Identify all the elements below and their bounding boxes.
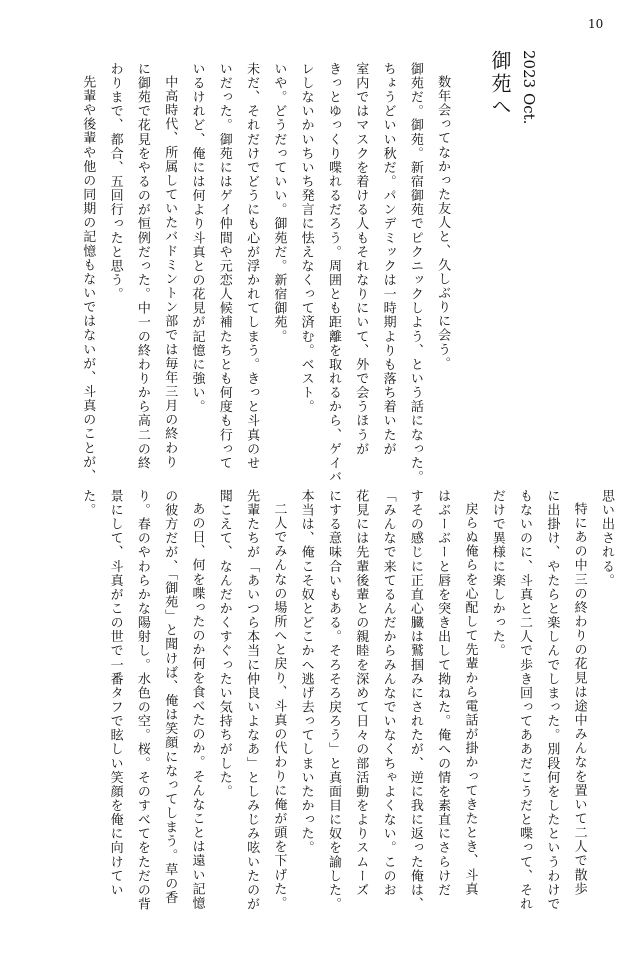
lower-text-block <box>74 489 620 953</box>
text-line: に御苑で花見をやるのが恒例だった。中一の終わりから高二の終 <box>134 62 150 471</box>
text-line: の彼方だが、「御苑」と聞けば、俺は笑顔になってしまう。草の香 <box>162 489 178 905</box>
text-line: り。春のやわらかな陽射し。水色の空。桜。そのすべてをただの背 <box>134 489 150 912</box>
text-line: 中高時代、所属していたバドミントン部では毎年三月の終わり <box>162 75 178 469</box>
text-line: いだった。御苑にはゲイ仲間や元恋人候補たちとも何度も行って <box>216 62 232 471</box>
text-line: た。 <box>80 489 96 518</box>
text-line: 戻らぬ俺らを心配して先輩から電話が掛かってきたとき、斗真 <box>462 502 478 896</box>
text-line: 先輩たちが「あいつら本当に仲良いよなあ」としみじみ呟いたのが <box>244 489 260 912</box>
text-line: 本当は、俺こそ奴とどこかへ逃げ去ってしまいたかった。 <box>298 489 314 855</box>
upper-text-block <box>74 62 456 487</box>
text-line: すその感じに正直心臓は鷲掴みにされたが、逆に我に返った俺は、 <box>407 489 423 912</box>
text-line: 二人でみんなの場所へと戻り、斗真の代わりに俺が頭を下げた。 <box>271 502 287 911</box>
text-line: わりまで、都合、五回行ったと思う。 <box>107 62 123 302</box>
text-line: 先輩や後輩や他の同期の記憶もないではないが、斗真のことが、 <box>80 75 96 484</box>
text-line: いや。どうだっていい。御苑だ。新宿御苑。 <box>271 62 287 344</box>
page-number: 10 <box>588 17 604 31</box>
text-line: 聞こえて、なんだかくすぐったい気持ちがした。 <box>216 489 232 799</box>
text-line: 数年会ってなかった友人と、久しぶりに会う。 <box>435 75 451 371</box>
text-line: にする意味合いもある。そろそろ戻ろう」と真面目に奴を諭した。 <box>325 489 341 912</box>
text-line: 思い出される。 <box>598 489 614 588</box>
text-line: レしないかいちいち発言に怯えなくって済む。ベスト。 <box>298 62 314 414</box>
essay-title: 御苑へ <box>488 50 512 119</box>
text-line: いるけれど、俺には何より斗真との花見が記憶に強い。 <box>189 62 205 414</box>
text-line: はぶーぶーと唇を突き出して拗ねた。俺への情を素直にさらけだ <box>435 489 451 898</box>
text-line: 室内ではマスクを着ける人もそれなりにいて、外で会うほうが <box>353 62 369 456</box>
text-line: に出掛け、やたらと楽しんでしまった。別段何をしたというわけで <box>544 489 560 912</box>
text-line: あの日、何を喋ったのか何を食べたのか。そんなことは遠い記憶 <box>189 502 205 911</box>
text-line: きっとゆっくり喋れるだろう。周囲とも距離を取れるから、ゲイバ <box>325 62 341 485</box>
text-line: 御苑だ。御苑。新宿御苑でピクニックしよう、という話になった。 <box>407 62 423 485</box>
text-line: もないのに、斗真と二人で歩き回ってああだこうだと喋って、それ <box>517 489 533 912</box>
text-line: ちょうどいい秋だ。パンデミックは一時期よりも落ち着いたが <box>380 62 396 456</box>
text-line: だけで異様に楽しかった。 <box>489 489 505 658</box>
text-line: 花見には先輩後輩との親睦を深めて日々の部活動をよりスムーズ <box>353 489 369 898</box>
text-line: 未だ、それだけでどうにも心が浮かれてしまう。きっと斗真のせ <box>244 62 260 471</box>
text-line: 特にあの中三の終わりの花見は途中みんなを置いて二人で散歩 <box>571 502 587 896</box>
text-line: 景にして、斗真がこの世で一番タフで眩しい笑顔を俺に向けてい <box>107 489 123 898</box>
text-line: 「みんなで来てるんだからみんなでいなくちゃよくない。このお <box>380 489 396 898</box>
date-heading: 2023 Oct. <box>520 50 538 125</box>
